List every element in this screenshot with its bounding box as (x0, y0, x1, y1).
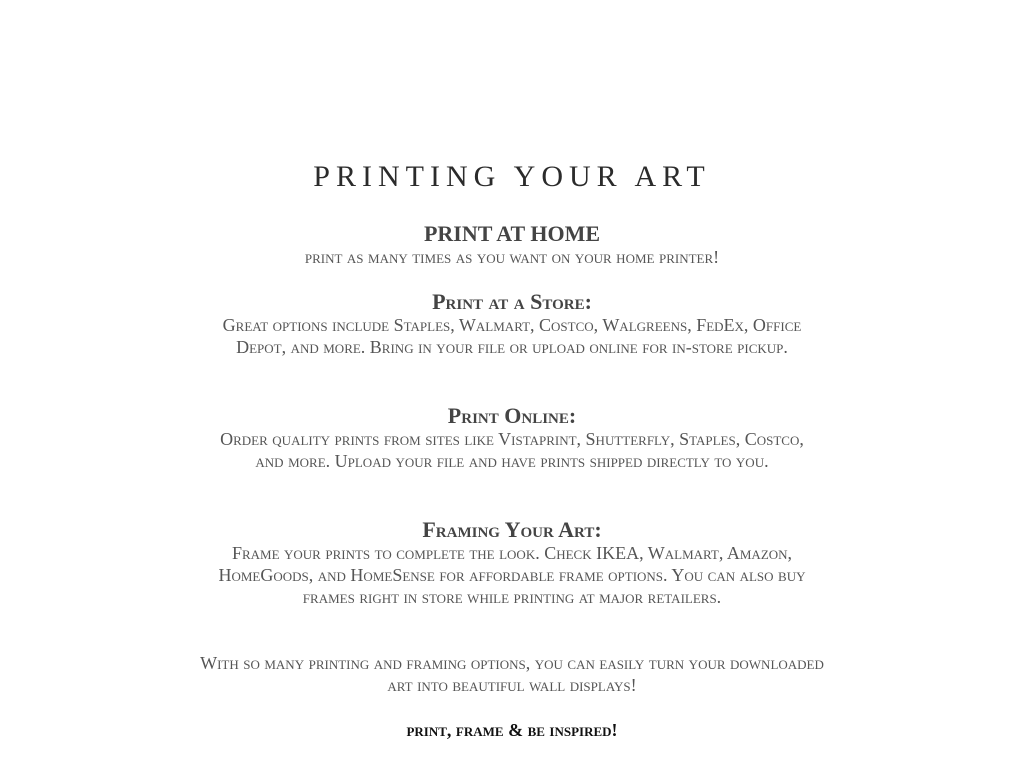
section-print-at-home (0, 222, 1024, 268)
section-heading: Print Online: (447, 403, 577, 428)
section-body: Order quality prints from sites like Vistaprint, Shutterfly, Staples, Costco, and more. Upload your file and have prints shipped directly to you. (220, 429, 804, 471)
section-body: Frame your prints to complete the look. Check IKEA, Walmart, Amazon, HomeGoods, and HomeSense for affordable frame options. You can also buy frames right in store while printing at major retailers. (218, 543, 806, 607)
section-body: print as many times as you want on your home printer! (304, 247, 720, 267)
section-framing (0, 518, 1024, 608)
section-print-online (0, 404, 1024, 472)
section-body: Great options include Staples, Walmart, Costco, Walgreens, FedEx, Office Depot, and more. Bring in your file or upload online for in-store pickup. (222, 315, 802, 357)
section-heading: Print at a Store: (432, 289, 592, 314)
section-print-at-store (0, 290, 1024, 358)
closing-paragraph (0, 652, 1024, 696)
page-title: PRINTING YOUR ART (313, 160, 711, 193)
tagline: print, frame & be inspired! (406, 720, 618, 740)
section-heading: Framing Your Art: (422, 517, 602, 542)
closing-text: With so many printing and framing options, you can easily turn your downloaded art into beautiful wall displays! (200, 653, 824, 695)
section-heading: PRINT AT HOME (423, 221, 601, 246)
